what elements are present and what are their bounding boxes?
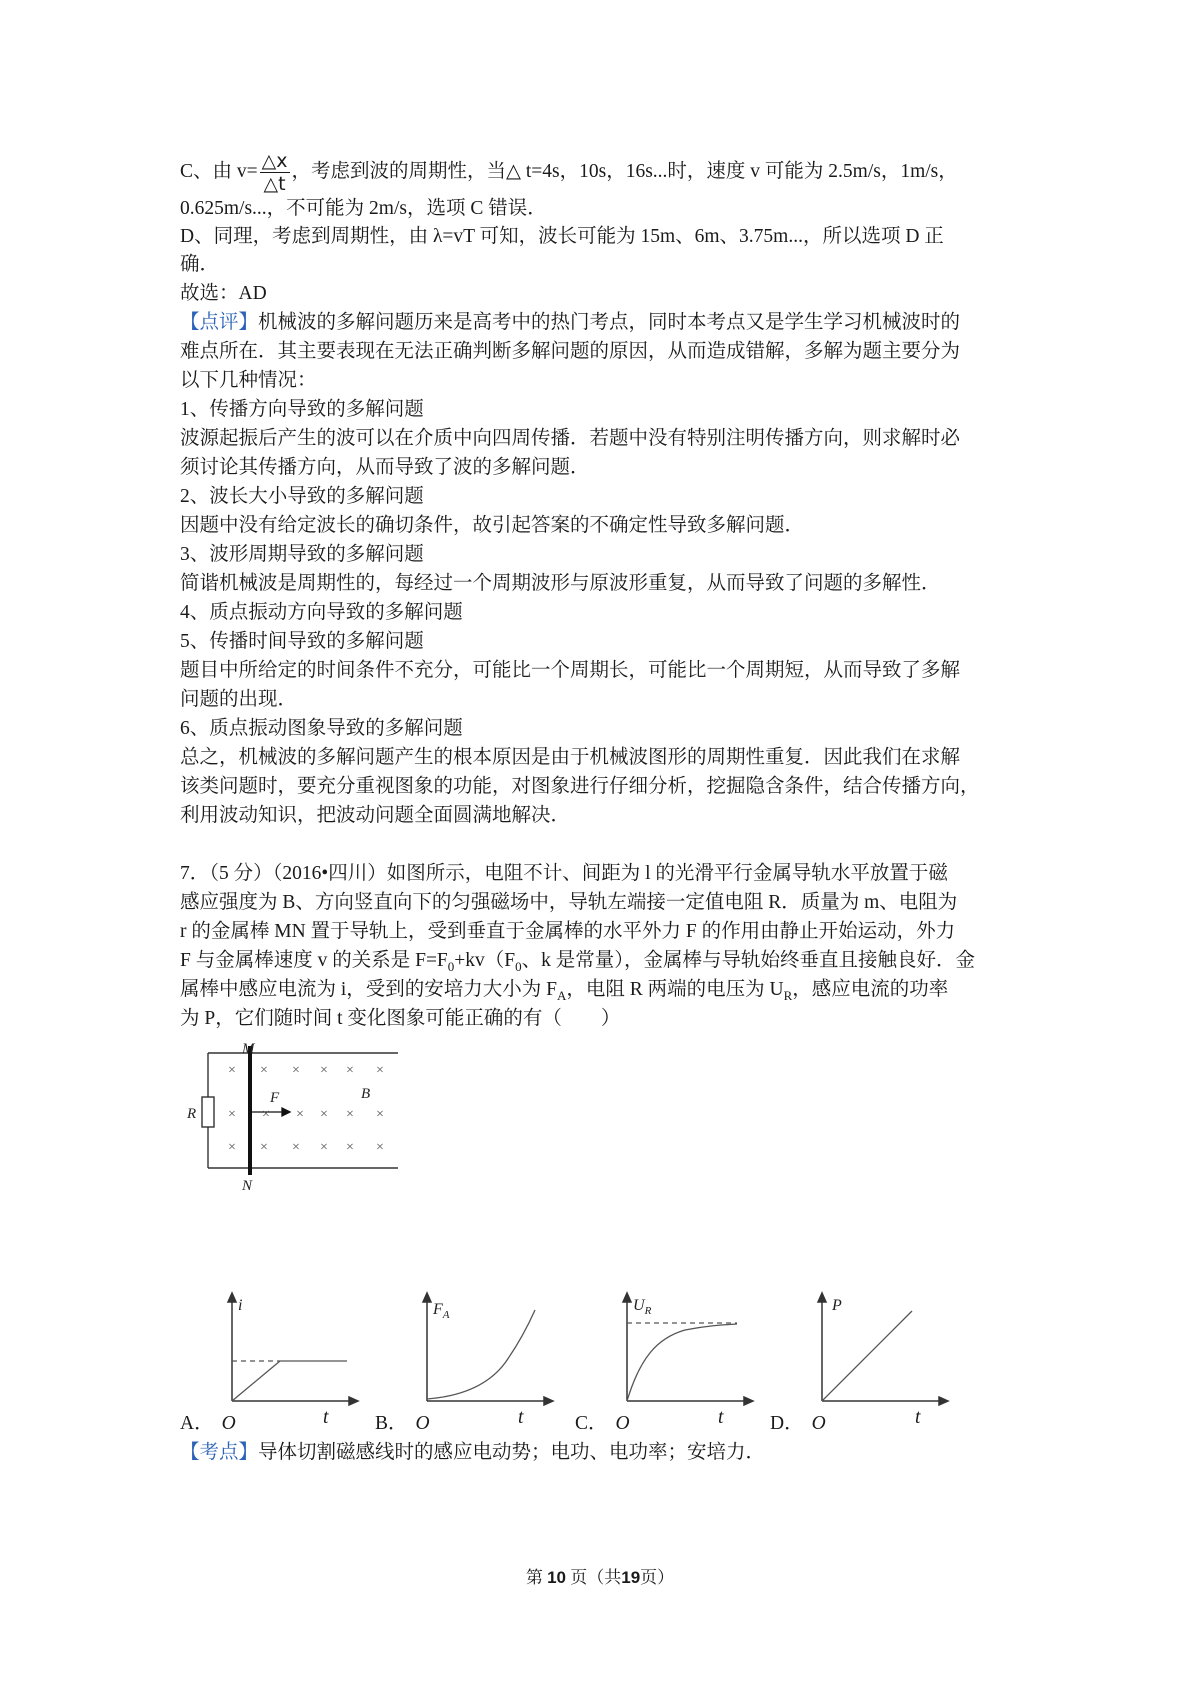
footer-pre: 第 [525, 1568, 543, 1587]
comment-line2: 难点所在．其主要表现在无法正确判断多解问题的原因，从而造成错解，多解为题主要分为 [180, 341, 961, 362]
case4-title: 4、质点振动方向导致的多解问题 [180, 602, 463, 623]
field-cross: × [346, 1140, 354, 1155]
y-arrow [623, 1293, 631, 1302]
page-footer [0, 1563, 1200, 1588]
curve-concave-up [427, 1310, 535, 1399]
footer-post: 页） [640, 1568, 675, 1587]
case6-title: 6、质点振动图象导致的多解问题 [180, 718, 463, 739]
footer-mid: 页（共 [570, 1568, 622, 1587]
case5-title: 5、传播时间导致的多解问题 [180, 631, 424, 652]
option-letter: B． [375, 1413, 408, 1434]
subscript: A [557, 987, 567, 1003]
kaodian-text: 导体切割磁感线时的感应电动势；电功、电功率；安培力． [258, 1442, 766, 1463]
question7-line2: 感应强度为 B、方向竖直向下的匀强磁场中，导轨左端接一定值电阻 R．质量为 m、电阻为 [180, 892, 958, 913]
field-cross: × [260, 1063, 268, 1078]
t-label: t [518, 1407, 524, 1428]
field-cross: × [228, 1063, 236, 1078]
origin-label: O [415, 1413, 430, 1434]
q7-l5-part2: ，电阻 R 两端的电压为 U [566, 979, 784, 1000]
case1-line1: 波源起振后产生的波可以在介质中向四周传播．若题中没有特别注明传播方向，则求解时必 [180, 428, 961, 449]
y-label: i [238, 1297, 243, 1314]
field-cross: × [292, 1063, 300, 1078]
comment-text: 机械波的多解问题历来是高考中的热门考点，同时本考点又是学生学习机械波时的 [258, 312, 961, 333]
field-cross: × [260, 1140, 268, 1155]
y-label [432, 1301, 450, 1321]
label-M: M [242, 1042, 255, 1057]
curve-saturating [627, 1324, 737, 1401]
field-cross: × [228, 1140, 236, 1155]
x-arrow [939, 1397, 948, 1405]
comment-tag: 【点评】 [180, 312, 259, 333]
question7-line1: 7．（5 分）（2016•四川）如图所示，电阻不计、间距为 l 的光滑平行金属导轨水平放置于磁 [180, 863, 948, 884]
q7-l5-part1: 属棒中感应电流为 i，受到的安培力大小为 F [180, 979, 558, 1000]
option-c-label [575, 1407, 630, 1435]
field-cross: × [292, 1140, 300, 1155]
case2-title: 2、波长大小导致的多解问题 [180, 486, 424, 507]
kaodian-tag: 【考点】 [180, 1442, 259, 1463]
solution-c-text: C、由 v= [180, 160, 258, 182]
option-letter: A． [180, 1413, 214, 1434]
y-label: P [832, 1297, 842, 1314]
y-arrow [228, 1293, 236, 1302]
field-cross: × [320, 1107, 328, 1122]
option-letter: D． [770, 1413, 804, 1434]
x-arrow [544, 1397, 553, 1405]
y-arrow [423, 1293, 431, 1302]
y-label-main: U [633, 1297, 645, 1314]
y-label-main: F [433, 1301, 443, 1318]
option-b-label [375, 1407, 430, 1435]
fraction-numerator: △x [261, 150, 288, 172]
solution-d-line1: D、同理，考虑到周期性，由 λ=vT 可知，波长可能为 15m、6m、3.75m...，所以选项 D 正 [180, 226, 944, 247]
option-letter: C． [575, 1413, 608, 1434]
case3-line1: 简谐机械波是周期性的，每经过一个周期波形与原波形重复，从而导致了问题的多解性． [180, 573, 941, 594]
label-B: B [361, 1086, 371, 1102]
field-cross: × [320, 1063, 328, 1078]
x-arrow [349, 1397, 358, 1405]
case3-title: 3、波形周期导致的多解问题 [180, 544, 424, 565]
fraction-denominator: △t [263, 173, 286, 195]
answer-line: 故选：AD [180, 283, 267, 304]
t-label: t [718, 1407, 724, 1428]
solution-d-line2: 确． [180, 254, 220, 275]
comment-line3: 以下几种情况： [180, 370, 317, 391]
subscript: 0 [447, 958, 455, 974]
case5-line1: 题目中所给定的时间条件不充分，可能比一个周期长，可能比一个周期短，从而导致了多解 [180, 660, 961, 681]
q7-l4-part1: F 与金属棒速度 v 的关系是 F=F [180, 950, 448, 971]
question7-line3: r 的金属棒 MN 置于导轨上，受到垂直于金属棒的水平外力 F 的作用由静止开始运动，外力 [180, 921, 956, 942]
y-label [633, 1297, 652, 1317]
case1-title: 1、传播方向导致的多解问题 [180, 399, 424, 420]
curve-rising [232, 1361, 280, 1401]
curve-linear [822, 1311, 912, 1401]
q7-l4-part2: +kv（F [454, 950, 516, 971]
solution-c-line1 [180, 150, 958, 195]
x-arrow [744, 1397, 753, 1405]
y-arrow [818, 1293, 826, 1302]
resistor [202, 1097, 214, 1127]
q7-l5-part3: ，感应电流的功率 [792, 979, 949, 1000]
summary-line3: 利用波动知识，把波动问题全面圆满地解决． [180, 805, 571, 826]
subscript: 0 [515, 958, 522, 974]
label-N: N [242, 1178, 253, 1192]
field-cross: × [346, 1063, 354, 1078]
field-cross: × [296, 1107, 304, 1122]
t-label: t [915, 1407, 921, 1428]
field-cross: × [262, 1107, 270, 1122]
label-R: R [187, 1106, 197, 1122]
field-cross: × [376, 1140, 384, 1155]
velocity-fraction [260, 150, 290, 195]
y-label-sub: R [644, 1305, 652, 1317]
case2-line1: 因题中没有给定波长的确切条件，故引起答案的不确定性导致多解问题． [180, 515, 805, 536]
solution-c-text-cont: ，考虑到波的周期性，当△ t=4s，10s，16s...时，速度 v 可能为 2.5m/s，1m/s， [291, 160, 958, 182]
summary-line1: 总之，机械波的多解问题产生的根本原因是由于机械波图形的周期性重复．因此我们在求解 [180, 747, 961, 768]
y-label-sub: A [442, 1309, 450, 1321]
field-cross: × [376, 1107, 384, 1122]
solution-c-line2: 0.625m/s...，不可能为 2m/s，选项 C 错误． [180, 198, 547, 219]
field-cross: × [228, 1107, 236, 1122]
summary-line2: 该类问题时，要充分重视图象的功能，对图象进行仔细分析，挖掘隐含条件，结合传播方向， [180, 776, 980, 797]
kaodian-line [180, 1438, 765, 1468]
t-label: t [323, 1407, 329, 1428]
comment-line1 [180, 308, 960, 338]
question7-line6: 为 P，它们随时间 t 变化图象可能正确的有（ ） [180, 1008, 621, 1029]
subscript: R [783, 987, 793, 1003]
field-cross: × [346, 1107, 354, 1122]
label-F: F [270, 1090, 280, 1106]
origin-label: O [221, 1413, 236, 1434]
circuit-figure [180, 1042, 410, 1192]
total-pages: 19 [621, 1568, 641, 1587]
field-cross: × [376, 1063, 384, 1078]
origin-label: O [811, 1413, 826, 1434]
option-a-label [180, 1407, 236, 1435]
option-d-label [770, 1407, 826, 1435]
page-number: 10 [547, 1568, 566, 1587]
case5-line2: 问题的出现． [180, 689, 298, 710]
field-cross: × [320, 1140, 328, 1155]
force-arrowhead [282, 1108, 290, 1116]
case1-line2: 须讨论其传播方向，从而导致了波的多解问题． [180, 457, 590, 478]
origin-label: O [615, 1413, 630, 1434]
q7-l4-part3: 、k 是常量），金属棒与导轨始终垂直且接触良好．金 [521, 950, 976, 971]
